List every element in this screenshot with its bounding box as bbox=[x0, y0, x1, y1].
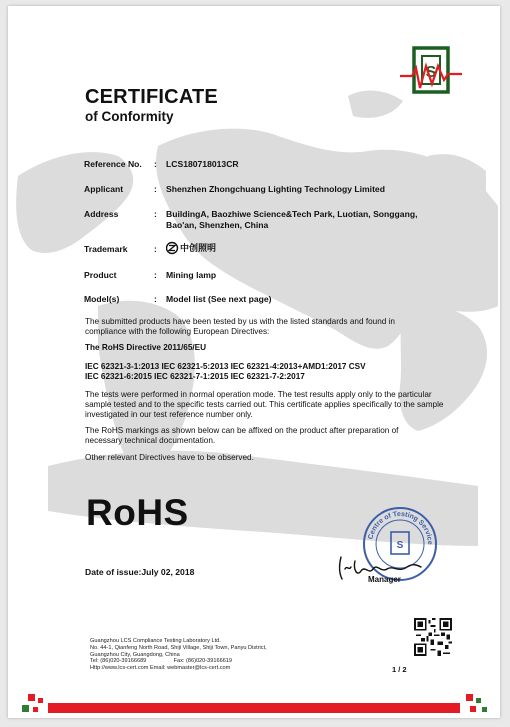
lcs-logo-icon bbox=[400, 44, 462, 100]
decor-square-icon bbox=[482, 707, 487, 712]
paragraph-tests: The tests were performed in normal operation mode. The test results apply only to the particular sample tested and to the specific tests carried out. This certificate applies specifically to the sample investigated in our test reference number only. bbox=[85, 390, 444, 419]
standards-line-2: IEC 62321-6:2015 IEC 62321-7-1:2015 IEC 62321-7-2:2017 bbox=[85, 372, 305, 381]
paragraph-marking: The RoHS markings as shown below can be affixed on the product after preparation of necessary technical documentation. bbox=[85, 426, 399, 445]
field-colon: : bbox=[154, 159, 157, 169]
decor-square-icon bbox=[38, 698, 43, 703]
field-colon: : bbox=[154, 294, 157, 304]
decor-square-icon bbox=[466, 694, 473, 701]
field-label: Product bbox=[84, 270, 117, 280]
paragraph-submitted: The submitted products have been tested by us with the listed standards and found in compliance with the following European Directives: bbox=[85, 317, 395, 336]
field-colon: : bbox=[154, 184, 157, 194]
paragraph-other: Other relevant Directives have to be observed. bbox=[85, 453, 254, 462]
field-label: Trademark bbox=[84, 244, 128, 254]
field-colon: : bbox=[154, 209, 157, 219]
footer-line-address: No. 44-1, Qianfeng North Road, Shiji Village, Shiji Town, Panyu District, bbox=[90, 644, 267, 651]
field-value: Model list (See next page) bbox=[166, 294, 272, 304]
qr-code-icon bbox=[414, 618, 452, 656]
page-number: 1 / 2 bbox=[392, 665, 407, 674]
svg-text:中创照明: 中创照明 bbox=[180, 244, 217, 254]
field-value: Mining lamp bbox=[166, 270, 217, 280]
field-label: Model(s) bbox=[84, 294, 120, 304]
certificate-subtitle: of Conformity bbox=[85, 109, 174, 124]
certificate-page bbox=[8, 6, 500, 718]
field-label: Address bbox=[84, 209, 119, 219]
decor-square-icon bbox=[22, 705, 29, 712]
decor-square-icon bbox=[470, 706, 476, 712]
field-colon: : bbox=[154, 244, 157, 254]
decor-square-icon bbox=[28, 694, 35, 701]
field-colon: : bbox=[154, 270, 157, 280]
svg-text:S: S bbox=[396, 540, 404, 551]
decor-square-icon bbox=[476, 698, 481, 703]
trademark-logo-icon bbox=[166, 241, 236, 255]
field-value: Shenzhen Zhongchuang Lighting Technology Limited bbox=[166, 184, 385, 194]
footer-contact-row bbox=[90, 658, 350, 665]
manager-label: Manager bbox=[368, 575, 401, 584]
footer-web: Http://www.lcs-cert.com Email: webmaster@lcs-cert.com bbox=[90, 665, 231, 672]
decor-square-icon bbox=[33, 707, 38, 712]
stamp-text: Centre of Testing Service bbox=[367, 510, 434, 545]
field-label: Reference No. bbox=[84, 159, 142, 169]
standards-line-1: IEC 62321-3-1:2013 IEC 62321-5:2013 IEC 62321-4:2013+AMD1:2017 CSV bbox=[85, 362, 366, 371]
field-label: Applicant bbox=[84, 184, 124, 194]
date-of-issue: Date of issue:July 02, 2018 bbox=[85, 567, 195, 577]
footer-line-city: Guangzhou City, Guangdong, China bbox=[90, 651, 180, 658]
footer-fax: Fax: (86)020-39166619 bbox=[173, 658, 233, 665]
footer-line-company: Guangzhou LCS Compliance Testing Laboratory Ltd. bbox=[90, 638, 221, 644]
bottom-red-bar bbox=[48, 703, 460, 713]
footer-tel: Tel: (86)020-39166689 bbox=[90, 658, 147, 665]
svg-text:S: S bbox=[425, 64, 437, 81]
lab-address-footer bbox=[90, 638, 350, 672]
directive-title: The RoHS Directive 2011/65/EU bbox=[85, 343, 207, 352]
certificate-title: CERTIFICATE bbox=[85, 86, 218, 108]
field-value: LCS180718013CR bbox=[166, 159, 239, 169]
rohs-mark: RoHS bbox=[86, 492, 189, 533]
field-value: BuildingA, Baozhiwe Science&Tech Park, Luotian, Songgang, Bao'an, Shenzhen, China bbox=[166, 209, 418, 230]
